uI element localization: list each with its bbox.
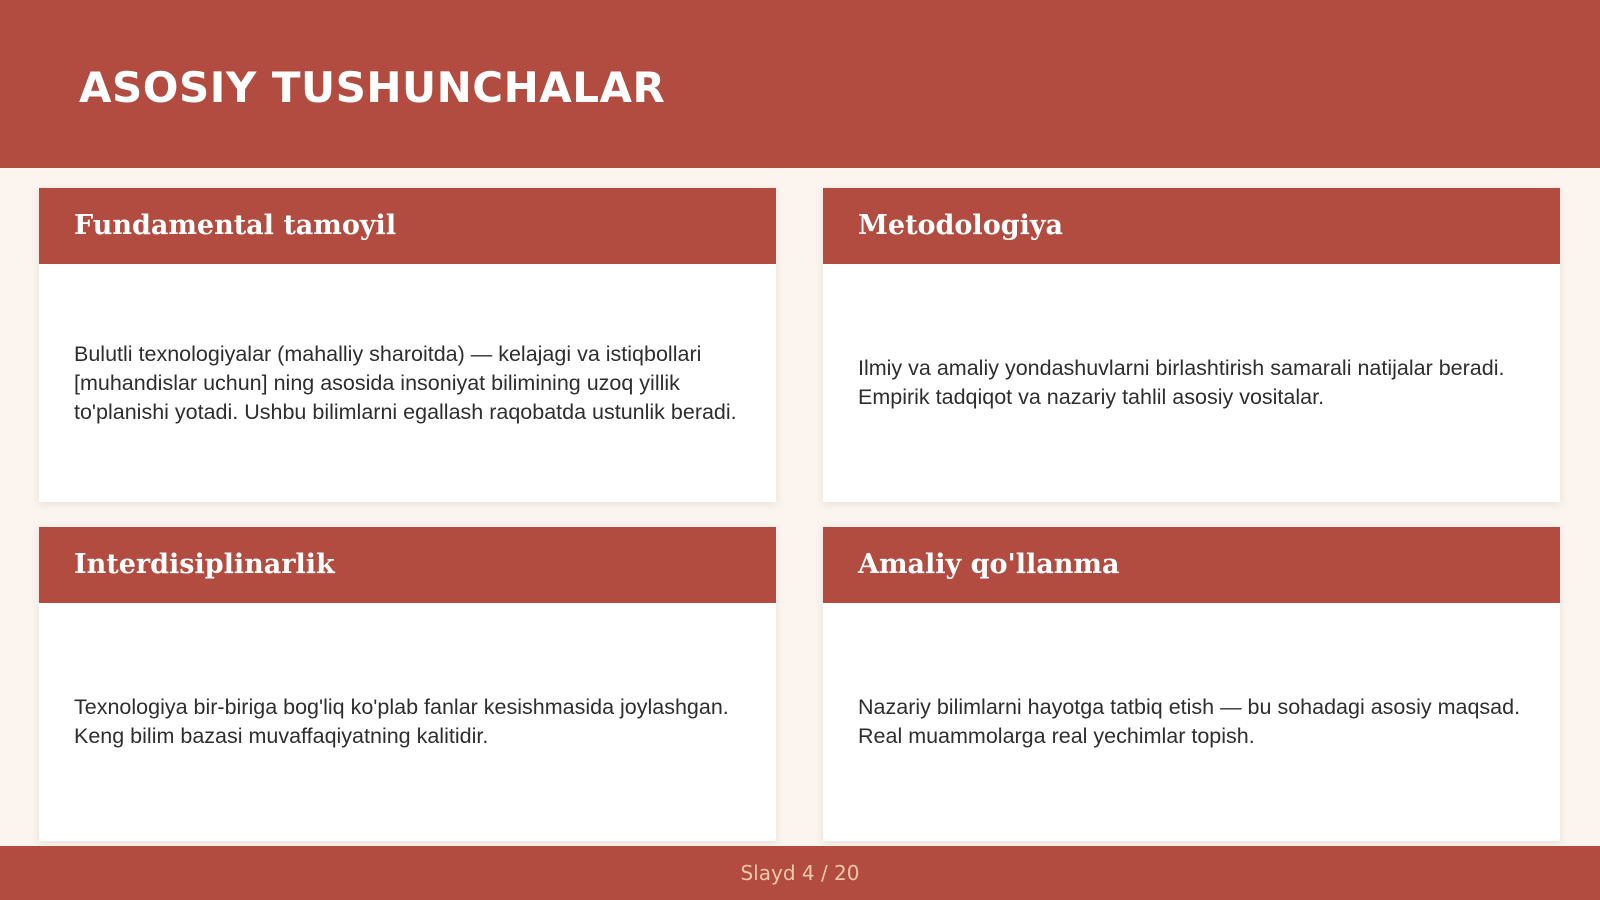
concept-card-methodology [823, 188, 1560, 502]
card-header [39, 527, 776, 603]
card-body [74, 603, 746, 841]
card-title: Interdisiplinarlik [74, 549, 335, 580]
card-text: Bulutli texnologiyalar (mahalliy sharoitda) — kelajagi va istiqbollari [muhandislar uchun] ning asosida insoniyat bilimining uzoq yillik to'planishi yotadi. Ushbu bilimlarni egallash raqobatda ustunlik beradi. [74, 341, 737, 424]
concept-card-fundamental [39, 188, 776, 502]
card-title: Metodologiya [858, 210, 1064, 241]
slide-header [0, 0, 1600, 168]
card-header [823, 527, 1560, 603]
card-title: Amaliy qo'llanma [858, 549, 1120, 580]
slide-title: ASOSIY TUSHUNCHALAR [79, 63, 666, 112]
card-header [39, 188, 776, 264]
card-text: Texnologiya bir-biriga bog'liq ko'plab fanlar kesishmasida joylashgan. Keng bilim bazasi muvaffaqiyatning kalitidir. [74, 695, 729, 748]
card-body [858, 603, 1530, 841]
card-title: Fundamental tamoyil [74, 210, 397, 241]
concept-card-interdisciplinary [39, 527, 776, 841]
card-text: Nazariy bilimlarni hayotga tatbiq etish — bu sohadagi asosiy maqsad. Real muammolarga real yechimlar topish. [858, 695, 1521, 748]
card-body [858, 264, 1530, 502]
card-body [74, 264, 746, 502]
card-text: Ilmiy va amaliy yondashuvlarni birlashtirish samarali natijalar beradi. Empirik tadqiqot va nazariy tahlil asosiy vositalar. [858, 356, 1505, 409]
slide-footer [0, 846, 1600, 900]
slide-counter: Slayd 4 / 20 [740, 861, 860, 885]
concept-card-practical-guide [823, 527, 1560, 841]
card-header [823, 188, 1560, 264]
